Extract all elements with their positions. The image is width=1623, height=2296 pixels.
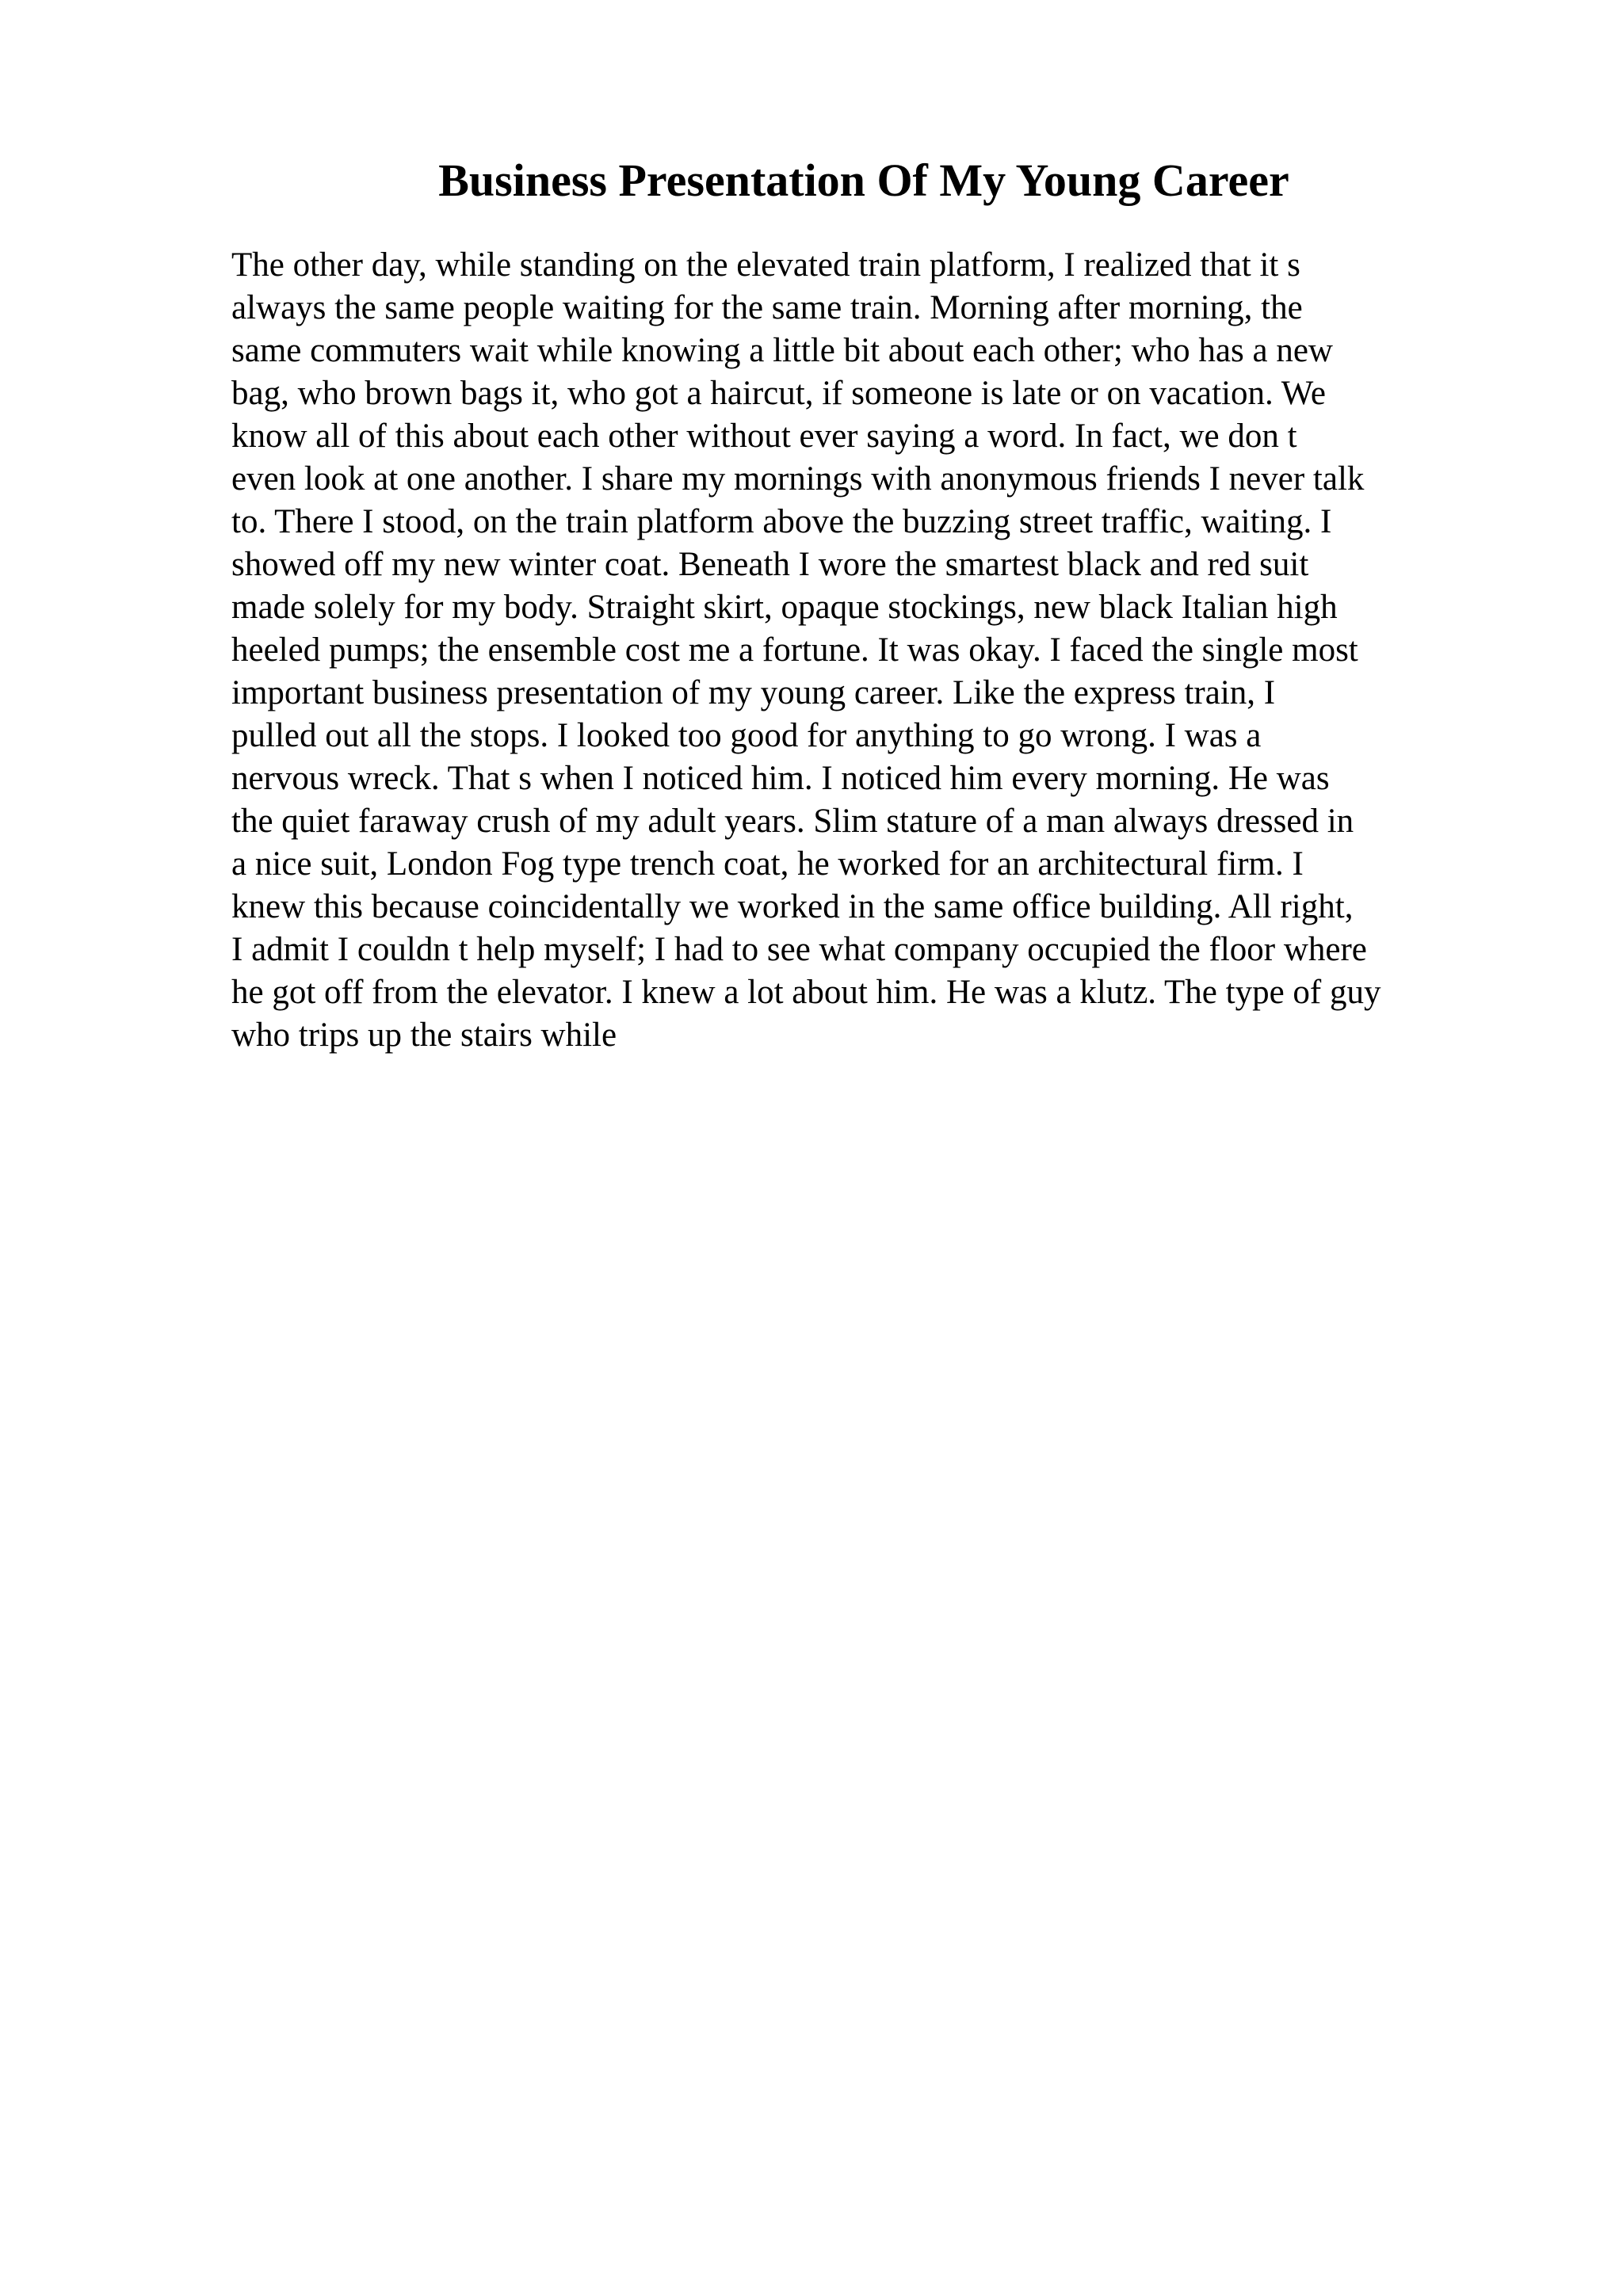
body-line: The other day, while standing on the elevated train platform, I realized that it s xyxy=(231,246,1300,284)
document-title: Business Presentation Of My Young Career xyxy=(438,154,1289,206)
body-line: even look at one another. I share my mornings with anonymous friends I never talk xyxy=(231,460,1365,498)
body-line: heeled pumps; the ensemble cost me a fortune. It was okay. I faced the single most xyxy=(231,631,1358,669)
body-line: knew this because coincidentally we worked in the same office building. All right, xyxy=(231,888,1354,925)
body-line: same commuters wait while knowing a little bit about each other; who has a new xyxy=(231,332,1333,369)
body-line: bag, who brown bags it, who got a haircut, if someone is late or on vacation. We xyxy=(231,375,1326,412)
body-line: always the same people waiting for the same train. Morning after morning, the xyxy=(231,289,1303,326)
body-line: to. There I stood, on the train platform above the buzzing street traffic, waiting. I xyxy=(231,503,1332,540)
body-line: pulled out all the stops. I looked too good for anything to go wrong. I was a xyxy=(231,717,1262,754)
document-body xyxy=(231,244,1531,1057)
body-line: I admit I couldn t help myself; I had to see what company occupied the floor where xyxy=(231,931,1367,968)
body-line: showed off my new winter coat. Beneath I wore the smartest black and red suit xyxy=(231,546,1309,583)
body-line: know all of this about each other without ever saying a word. In fact, we don t xyxy=(231,418,1297,455)
body-line: the quiet faraway crush of my adult years. Slim stature of a man always dressed in xyxy=(231,803,1354,840)
body-line: nervous wreck. That s when I noticed him. I noticed him every morning. He was xyxy=(231,760,1330,797)
body-line: important business presentation of my young career. Like the express train, I xyxy=(231,674,1276,711)
body-line: a nice suit, London Fog type trench coat, he worked for an architectural firm. I xyxy=(231,845,1304,883)
body-line: who trips up the stairs while xyxy=(231,1016,617,1054)
body-line: he got off from the elevator. I knew a lot about him. He was a klutz. The type of guy xyxy=(231,974,1381,1011)
body-line: made solely for my body. Straight skirt, opaque stockings, new black Italian high xyxy=(231,589,1338,626)
